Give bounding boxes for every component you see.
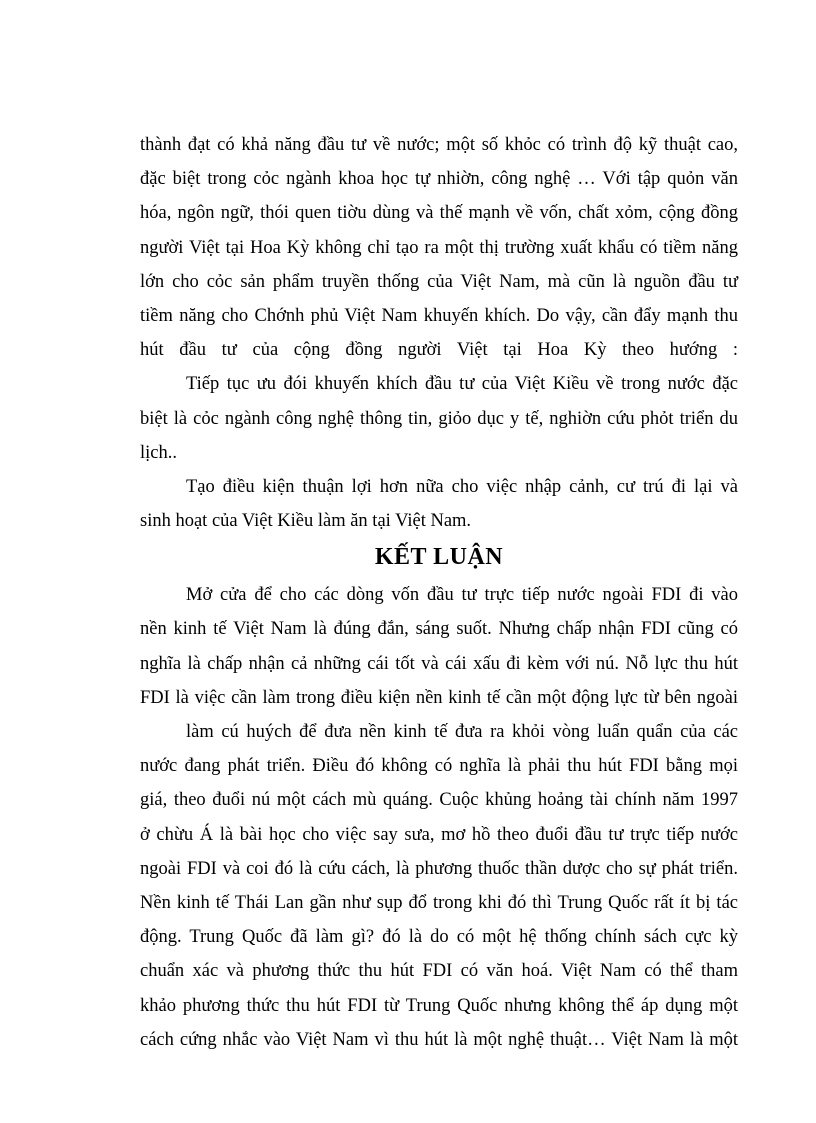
- text-line: nước đang phát triển. Điều đó không có nghĩa là phải thu hút FDI bằng mọi: [140, 756, 738, 777]
- text-line: cách cứng nhắc vào Việt Nam vì thu hút là một nghệ thuật… Việt Nam là một: [140, 1029, 738, 1050]
- text-line: lịch..: [140, 442, 177, 463]
- text-line: Tiếp tục ưu đói khuyến khích đầu tư của Việt Kiều về trong nước đặc: [186, 374, 738, 395]
- text-line: biệt là cỏc ngành công nghệ thông tin, giỏo dục y tế, nghiờn cứu phỏt triển du: [140, 408, 738, 429]
- paragraph: [140, 128, 738, 367]
- text-line: hút đầu tư của cộng đồng người Việt tại Hoa Kỳ theo hướng :: [140, 340, 738, 361]
- paragraph: [140, 470, 738, 538]
- text-line: nghĩa là chấp nhận cả những cái tốt và cái xấu đi kèm với nú. Nỗ lực thu hút: [140, 653, 738, 674]
- text-line: làm cú huých để đưa nền kinh tế đưa ra khỏi vòng luẩn quẩn của các: [186, 722, 738, 742]
- text-line: sinh hoạt của Việt Kiều làm ăn tại Việt Nam.: [140, 511, 472, 532]
- paragraph: [140, 715, 738, 1057]
- text-line: hóa, ngôn ngữ, thói quen tiờu dùng và thế mạnh về vốn, chất xỏm, cộng đồng: [140, 203, 738, 224]
- text-line: lớn cho cỏc sản phẩm truyền thống của Việt Nam, mà cũn là nguồn đầu tư: [140, 271, 738, 292]
- text-line: đặc biệt trong cỏc ngành khoa học tự nhiờn, công nghệ … Với tập quỏn văn: [140, 169, 738, 190]
- text-line: Mở cửa để cho các dòng vốn đầu tư trực tiếp nước ngoài FDI đi vào: [186, 585, 738, 606]
- text-line: ngoài FDI và coi đó là cứu cách, là phương thuốc thần dược cho sự phát triển.: [140, 858, 738, 879]
- text-line: chuẩn xác và phương thức thu hút FDI có văn hoá. Việt Nam có thể tham: [140, 961, 738, 982]
- text-line: FDI là việc cần làm trong điều kiện nền kinh tế cần một động lực từ bên ngoài: [140, 687, 738, 708]
- section-heading: KẾT LUẬN: [374, 544, 504, 571]
- text-line: động. Trung Quốc đã làm gì? đó là do có một hệ thống chính sách cực kỳ: [140, 927, 738, 948]
- text-line: ở chừu Á là bài học cho việc say sưa, mơ hồ theo đuổi đầu tư trực tiếp nước: [140, 824, 738, 845]
- text-line: tiềm năng cho Chớnh phủ Việt Nam khuyến khích. Do vậy, cần đẩy mạnh thu: [140, 305, 738, 326]
- paragraph: [140, 578, 738, 715]
- paragraph: [140, 367, 738, 470]
- text-line: người Việt tại Hoa Kỳ không chỉ tạo ra một thị trường xuất khẩu có tiềm năng: [140, 237, 738, 258]
- text-line: Tạo điều kiện thuận lợi hơn nữa cho việc nhập cảnh, cư trú đi lại và: [186, 476, 738, 497]
- text-line: thành đạt có khả năng đầu tư về nước; một số khỏc có trình độ kỹ thuật cao,: [140, 135, 738, 155]
- text-line: giá, theo đuổi nú một cách mù quáng. Cuộc khủng hoảng tài chính năm 1997: [140, 790, 738, 811]
- text-line: nền kinh tế Việt Nam là đúng đắn, sáng suốt. Nhưng chấp nhận FDI cũng có: [140, 619, 738, 640]
- text-line: khảo phương thức thu hút FDI từ Trung Quốc nhưng không thể áp dụng một: [140, 995, 738, 1016]
- text-line: Nền kinh tế Thái Lan gần như sụp đổ trong khi đó thì Trung Quốc rất ít bị tác: [140, 892, 738, 913]
